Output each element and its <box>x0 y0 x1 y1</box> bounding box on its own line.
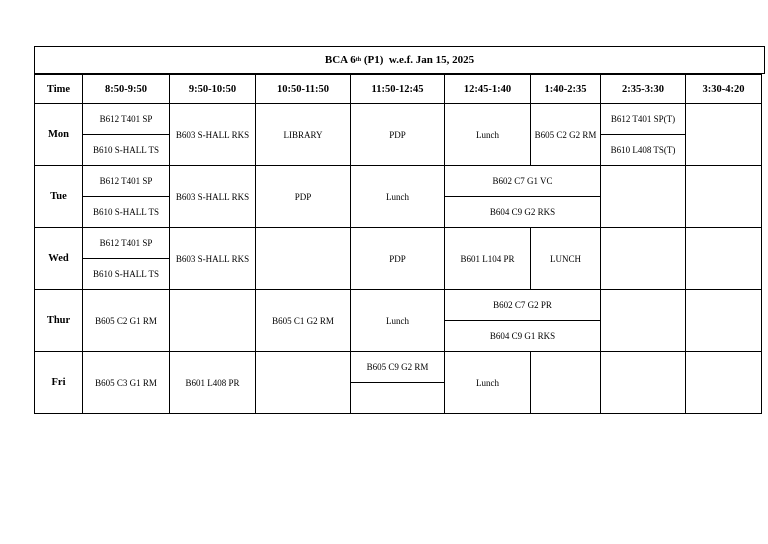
title-suffix: (P1) w.e.f. Jan 15, 2025 <box>361 54 475 66</box>
day-label: Mon <box>35 104 83 166</box>
cell: LUNCH <box>531 228 601 290</box>
cell-empty <box>686 228 762 290</box>
cell: B610 S-HALL TS <box>83 197 170 228</box>
header-slot-3: 10:50-11:50 <box>256 75 351 104</box>
cell-empty <box>686 104 762 166</box>
day-label: Tue <box>35 166 83 228</box>
cell-empty <box>686 290 762 352</box>
cell: Lunch <box>351 166 445 228</box>
row-mon-a <box>35 104 762 135</box>
title-sup: th <box>355 57 362 63</box>
cell: B605 C3 G1 RM <box>83 352 170 414</box>
cell: B603 S-HALL RKS <box>170 228 256 290</box>
row-tue-a <box>35 166 762 197</box>
header-row <box>35 75 762 104</box>
cell: B603 S-HALL RKS <box>170 104 256 166</box>
cell: B605 C2 G1 RM <box>83 290 170 352</box>
day-label: Thur <box>35 290 83 352</box>
day-label: Fri <box>35 352 83 414</box>
cell: Lunch <box>445 104 531 166</box>
cell: B601 L104 PR <box>445 228 531 290</box>
cell: B610 S-HALL TS <box>83 135 170 166</box>
header-slot-5: 12:45-1:40 <box>445 75 531 104</box>
cell-empty <box>601 228 686 290</box>
cell: PDP <box>351 228 445 290</box>
row-thur-a <box>35 290 762 321</box>
cell-empty <box>686 352 762 414</box>
header-slot-7: 2:35-3:30 <box>601 75 686 104</box>
cell: B605 C9 G2 RM <box>351 352 445 383</box>
cell: Lunch <box>445 352 531 414</box>
title-prefix: BCA 6 <box>324 54 356 66</box>
header-time: Time <box>35 75 83 104</box>
day-label: Wed <box>35 228 83 290</box>
cell: LIBRARY <box>256 104 351 166</box>
header-slot-6: 1:40-2:35 <box>531 75 601 104</box>
cell: B602 C7 G1 VC <box>445 166 601 197</box>
cell-empty <box>170 290 256 352</box>
cell-empty <box>351 383 445 414</box>
header-slot-1: 8:50-9:50 <box>83 75 170 104</box>
cell: B601 L408 PR <box>170 352 256 414</box>
cell: B610 L408 TS(T) <box>601 135 686 166</box>
cell: B605 C2 G2 RM <box>531 104 601 166</box>
cell: B605 C1 G2 RM <box>256 290 351 352</box>
header-slot-8: 3:30-4:20 <box>686 75 762 104</box>
cell-empty <box>256 228 351 290</box>
cell-empty <box>601 290 686 352</box>
cell: B603 S-HALL RKS <box>170 166 256 228</box>
cell-empty <box>601 166 686 228</box>
cell: B604 C9 G2 RKS <box>445 197 601 228</box>
cell: PDP <box>256 166 351 228</box>
header-slot-2: 9:50-10:50 <box>170 75 256 104</box>
row-fri-a <box>35 352 762 383</box>
header-slot-4: 11:50-12:45 <box>351 75 445 104</box>
cell-empty <box>531 352 601 414</box>
cell-empty <box>256 352 351 414</box>
cell: B604 C9 G1 RKS <box>445 321 601 352</box>
cell-empty <box>686 166 762 228</box>
cell-empty <box>601 352 686 414</box>
cell: B612 T401 SP(T) <box>601 104 686 135</box>
row-wed-a <box>35 228 762 259</box>
cell: PDP <box>351 104 445 166</box>
cell: B610 S-HALL TS <box>83 259 170 290</box>
cell: B602 C7 G2 PR <box>445 290 601 321</box>
timetable-title <box>34 46 765 74</box>
cell: B612 T401 SP <box>83 104 170 135</box>
cell: B612 T401 SP <box>83 228 170 259</box>
cell: B612 T401 SP <box>83 166 170 197</box>
cell: Lunch <box>351 290 445 352</box>
timetable-grid <box>34 74 762 414</box>
